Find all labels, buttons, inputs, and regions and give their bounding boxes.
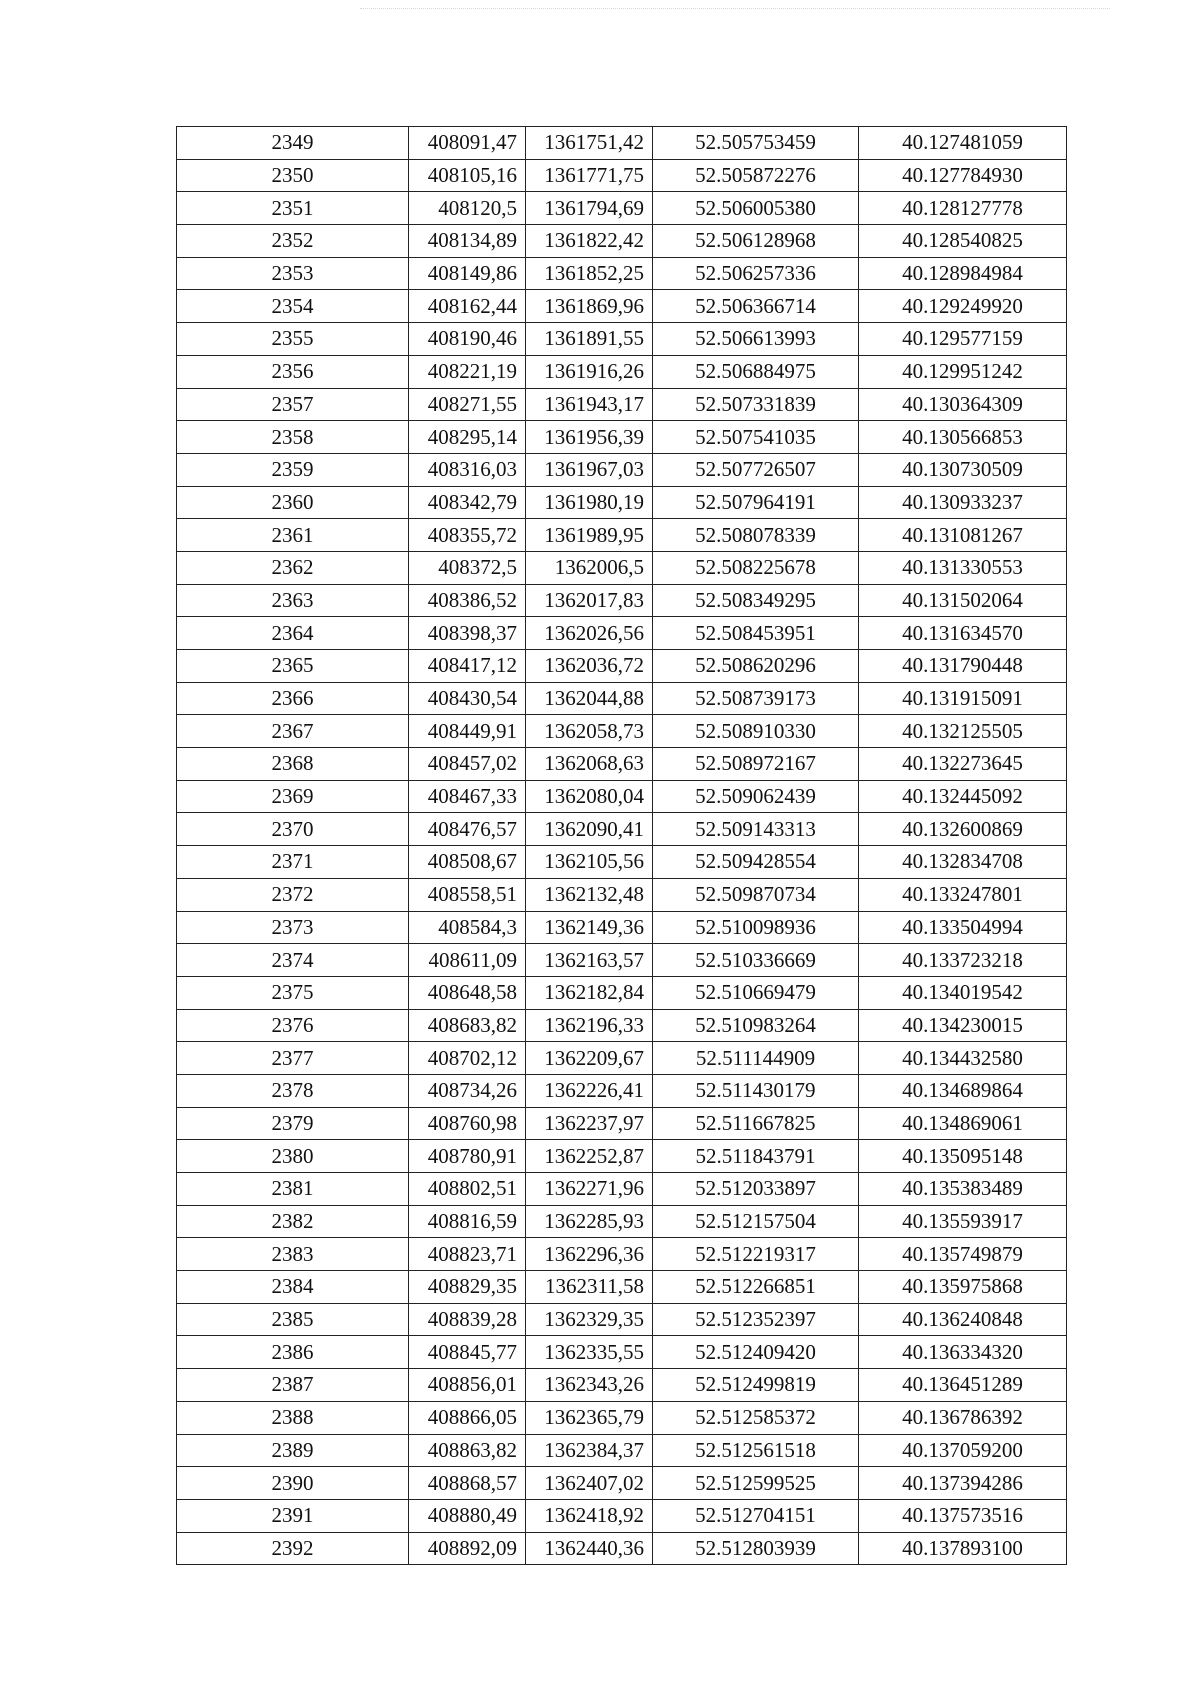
- x-coordinate-cell: 408558,51: [409, 878, 526, 911]
- x-coordinate-cell: 408760,98: [409, 1107, 526, 1140]
- x-coordinate-cell: 408780,91: [409, 1140, 526, 1173]
- longitude-cell: 40.130730509: [859, 453, 1067, 486]
- latitude-cell: 52.512561518: [653, 1434, 859, 1467]
- longitude-cell: 40.128127778: [859, 192, 1067, 225]
- x-coordinate-cell: 408386,52: [409, 584, 526, 617]
- y-coordinate-cell: 1362335,55: [526, 1336, 653, 1369]
- latitude-cell: 52.505753459: [653, 127, 859, 160]
- y-coordinate-cell: 1361852,25: [526, 257, 653, 290]
- longitude-cell: 40.135593917: [859, 1205, 1067, 1238]
- point-number-cell: 2376: [177, 1009, 409, 1042]
- longitude-cell: 40.132125505: [859, 715, 1067, 748]
- latitude-cell: 52.508225678: [653, 551, 859, 584]
- latitude-cell: 52.508972167: [653, 748, 859, 781]
- y-coordinate-cell: 1361751,42: [526, 127, 653, 160]
- table-row: [177, 159, 1067, 192]
- x-coordinate-cell: 408398,37: [409, 617, 526, 650]
- point-number-cell: 2361: [177, 519, 409, 552]
- table-row: [177, 1434, 1067, 1467]
- table-row: [177, 715, 1067, 748]
- x-coordinate-cell: 408449,91: [409, 715, 526, 748]
- point-number-cell: 2365: [177, 650, 409, 683]
- y-coordinate-cell: 1362068,63: [526, 748, 653, 781]
- x-coordinate-cell: 408355,72: [409, 519, 526, 552]
- latitude-cell: 52.510983264: [653, 1009, 859, 1042]
- point-number-cell: 2355: [177, 323, 409, 356]
- x-coordinate-cell: 408417,12: [409, 650, 526, 683]
- point-number-cell: 2362: [177, 551, 409, 584]
- latitude-cell: 52.509062439: [653, 780, 859, 813]
- point-number-cell: 2388: [177, 1401, 409, 1434]
- longitude-cell: 40.133247801: [859, 878, 1067, 911]
- point-number-cell: 2351: [177, 192, 409, 225]
- latitude-cell: 52.506613993: [653, 323, 859, 356]
- latitude-cell: 52.510336669: [653, 944, 859, 977]
- latitude-cell: 52.512352397: [653, 1303, 859, 1336]
- table-row: [177, 1238, 1067, 1271]
- latitude-cell: 52.512499819: [653, 1369, 859, 1402]
- x-coordinate-cell: 408584,3: [409, 911, 526, 944]
- longitude-cell: 40.129577159: [859, 323, 1067, 356]
- y-coordinate-cell: 1361794,69: [526, 192, 653, 225]
- x-coordinate-cell: 408866,05: [409, 1401, 526, 1434]
- latitude-cell: 52.512803939: [653, 1532, 859, 1565]
- x-coordinate-cell: 408295,14: [409, 421, 526, 454]
- point-number-cell: 2353: [177, 257, 409, 290]
- latitude-cell: 52.506005380: [653, 192, 859, 225]
- longitude-cell: 40.132445092: [859, 780, 1067, 813]
- latitude-cell: 52.511430179: [653, 1074, 859, 1107]
- y-coordinate-cell: 1361822,42: [526, 225, 653, 258]
- point-number-cell: 2364: [177, 617, 409, 650]
- latitude-cell: 52.512409420: [653, 1336, 859, 1369]
- point-number-cell: 2390: [177, 1467, 409, 1500]
- table-row: [177, 1369, 1067, 1402]
- x-coordinate-cell: 408457,02: [409, 748, 526, 781]
- y-coordinate-cell: 1362209,67: [526, 1042, 653, 1075]
- point-number-cell: 2387: [177, 1369, 409, 1402]
- point-number-cell: 2379: [177, 1107, 409, 1140]
- table-row: [177, 1205, 1067, 1238]
- longitude-cell: 40.133723218: [859, 944, 1067, 977]
- point-number-cell: 2380: [177, 1140, 409, 1173]
- y-coordinate-cell: 1362044,88: [526, 682, 653, 715]
- longitude-cell: 40.137394286: [859, 1467, 1067, 1500]
- y-coordinate-cell: 1362132,48: [526, 878, 653, 911]
- y-coordinate-cell: 1362105,56: [526, 846, 653, 879]
- longitude-cell: 40.131790448: [859, 650, 1067, 683]
- x-coordinate-cell: 408372,5: [409, 551, 526, 584]
- latitude-cell: 52.507331839: [653, 388, 859, 421]
- y-coordinate-cell: 1362237,97: [526, 1107, 653, 1140]
- longitude-cell: 40.131081267: [859, 519, 1067, 552]
- point-number-cell: 2374: [177, 944, 409, 977]
- x-coordinate-cell: 408316,03: [409, 453, 526, 486]
- y-coordinate-cell: 1362407,02: [526, 1467, 653, 1500]
- y-coordinate-cell: 1362058,73: [526, 715, 653, 748]
- longitude-cell: 40.135749879: [859, 1238, 1067, 1271]
- latitude-cell: 52.507964191: [653, 486, 859, 519]
- table-row: [177, 813, 1067, 846]
- longitude-cell: 40.132834708: [859, 846, 1067, 879]
- x-coordinate-cell: 408802,51: [409, 1173, 526, 1206]
- y-coordinate-cell: 1362365,79: [526, 1401, 653, 1434]
- point-number-cell: 2354: [177, 290, 409, 323]
- latitude-cell: 52.512219317: [653, 1238, 859, 1271]
- point-number-cell: 2352: [177, 225, 409, 258]
- point-number-cell: 2367: [177, 715, 409, 748]
- latitude-cell: 52.506884975: [653, 355, 859, 388]
- x-coordinate-cell: 408823,71: [409, 1238, 526, 1271]
- table-row: [177, 257, 1067, 290]
- longitude-cell: 40.134869061: [859, 1107, 1067, 1140]
- latitude-cell: 52.509143313: [653, 813, 859, 846]
- point-number-cell: 2375: [177, 976, 409, 1009]
- latitude-cell: 52.508349295: [653, 584, 859, 617]
- latitude-cell: 52.512033897: [653, 1173, 859, 1206]
- table-row: [177, 1140, 1067, 1173]
- point-number-cell: 2363: [177, 584, 409, 617]
- longitude-cell: 40.135975868: [859, 1271, 1067, 1304]
- x-coordinate-cell: 408190,46: [409, 323, 526, 356]
- x-coordinate-cell: 408134,89: [409, 225, 526, 258]
- y-coordinate-cell: 1361916,26: [526, 355, 653, 388]
- latitude-cell: 52.509428554: [653, 846, 859, 879]
- table-row: [177, 1074, 1067, 1107]
- table-row: [177, 1173, 1067, 1206]
- point-number-cell: 2373: [177, 911, 409, 944]
- x-coordinate-cell: 408430,54: [409, 682, 526, 715]
- y-coordinate-cell: 1362036,72: [526, 650, 653, 683]
- longitude-cell: 40.132273645: [859, 748, 1067, 781]
- x-coordinate-cell: 408880,49: [409, 1499, 526, 1532]
- latitude-cell: 52.512266851: [653, 1271, 859, 1304]
- table-row: [177, 911, 1067, 944]
- table-row: [177, 355, 1067, 388]
- table-row: [177, 584, 1067, 617]
- longitude-cell: 40.137059200: [859, 1434, 1067, 1467]
- x-coordinate-cell: 408508,67: [409, 846, 526, 879]
- longitude-cell: 40.136334320: [859, 1336, 1067, 1369]
- longitude-cell: 40.131634570: [859, 617, 1067, 650]
- y-coordinate-cell: 1362311,58: [526, 1271, 653, 1304]
- coordinates-table-body: [177, 127, 1067, 1565]
- y-coordinate-cell: 1362026,56: [526, 617, 653, 650]
- latitude-cell: 52.510669479: [653, 976, 859, 1009]
- y-coordinate-cell: 1362149,36: [526, 911, 653, 944]
- longitude-cell: 40.127481059: [859, 127, 1067, 160]
- point-number-cell: 2370: [177, 813, 409, 846]
- x-coordinate-cell: 408816,59: [409, 1205, 526, 1238]
- point-number-cell: 2381: [177, 1173, 409, 1206]
- y-coordinate-cell: 1362343,26: [526, 1369, 653, 1402]
- point-number-cell: 2377: [177, 1042, 409, 1075]
- latitude-cell: 52.511667825: [653, 1107, 859, 1140]
- latitude-cell: 52.511144909: [653, 1042, 859, 1075]
- longitude-cell: 40.127784930: [859, 159, 1067, 192]
- latitude-cell: 52.507541035: [653, 421, 859, 454]
- y-coordinate-cell: 1361771,75: [526, 159, 653, 192]
- y-coordinate-cell: 1362080,04: [526, 780, 653, 813]
- longitude-cell: 40.132600869: [859, 813, 1067, 846]
- point-number-cell: 2350: [177, 159, 409, 192]
- table-row: [177, 1336, 1067, 1369]
- y-coordinate-cell: 1362296,36: [526, 1238, 653, 1271]
- x-coordinate-cell: 408829,35: [409, 1271, 526, 1304]
- table-row: [177, 127, 1067, 160]
- latitude-cell: 52.507726507: [653, 453, 859, 486]
- x-coordinate-cell: 408162,44: [409, 290, 526, 323]
- table-row: [177, 1107, 1067, 1140]
- longitude-cell: 40.130566853: [859, 421, 1067, 454]
- y-coordinate-cell: 1361956,39: [526, 421, 653, 454]
- latitude-cell: 52.506128968: [653, 225, 859, 258]
- table-row: [177, 453, 1067, 486]
- longitude-cell: 40.134019542: [859, 976, 1067, 1009]
- longitude-cell: 40.136451289: [859, 1369, 1067, 1402]
- x-coordinate-cell: 408839,28: [409, 1303, 526, 1336]
- coordinates-table-container: [176, 126, 1067, 1565]
- longitude-cell: 40.134689864: [859, 1074, 1067, 1107]
- table-row: [177, 1499, 1067, 1532]
- x-coordinate-cell: 408091,47: [409, 127, 526, 160]
- point-number-cell: 2359: [177, 453, 409, 486]
- x-coordinate-cell: 408702,12: [409, 1042, 526, 1075]
- table-row: [177, 976, 1067, 1009]
- latitude-cell: 52.508910330: [653, 715, 859, 748]
- y-coordinate-cell: 1361869,96: [526, 290, 653, 323]
- longitude-cell: 40.128984984: [859, 257, 1067, 290]
- table-row: [177, 1271, 1067, 1304]
- longitude-cell: 40.129951242: [859, 355, 1067, 388]
- latitude-cell: 52.506257336: [653, 257, 859, 290]
- point-number-cell: 2356: [177, 355, 409, 388]
- y-coordinate-cell: 1362285,93: [526, 1205, 653, 1238]
- table-row: [177, 617, 1067, 650]
- y-coordinate-cell: 1362384,37: [526, 1434, 653, 1467]
- table-row: [177, 290, 1067, 323]
- table-row: [177, 748, 1067, 781]
- x-coordinate-cell: 408868,57: [409, 1467, 526, 1500]
- latitude-cell: 52.508078339: [653, 519, 859, 552]
- scan-edge-artifact: [360, 8, 1110, 9]
- y-coordinate-cell: 1362090,41: [526, 813, 653, 846]
- point-number-cell: 2382: [177, 1205, 409, 1238]
- x-coordinate-cell: 408105,16: [409, 159, 526, 192]
- table-row: [177, 1009, 1067, 1042]
- y-coordinate-cell: 1362271,96: [526, 1173, 653, 1206]
- x-coordinate-cell: 408611,09: [409, 944, 526, 977]
- longitude-cell: 40.136786392: [859, 1401, 1067, 1434]
- x-coordinate-cell: 408863,82: [409, 1434, 526, 1467]
- latitude-cell: 52.512585372: [653, 1401, 859, 1434]
- longitude-cell: 40.135383489: [859, 1173, 1067, 1206]
- longitude-cell: 40.134432580: [859, 1042, 1067, 1075]
- point-number-cell: 2368: [177, 748, 409, 781]
- y-coordinate-cell: 1361989,95: [526, 519, 653, 552]
- latitude-cell: 52.505872276: [653, 159, 859, 192]
- y-coordinate-cell: 1361943,17: [526, 388, 653, 421]
- x-coordinate-cell: 408342,79: [409, 486, 526, 519]
- latitude-cell: 52.508453951: [653, 617, 859, 650]
- y-coordinate-cell: 1362226,41: [526, 1074, 653, 1107]
- table-row: [177, 1401, 1067, 1434]
- longitude-cell: 40.130933237: [859, 486, 1067, 519]
- longitude-cell: 40.137893100: [859, 1532, 1067, 1565]
- x-coordinate-cell: 408892,09: [409, 1532, 526, 1565]
- longitude-cell: 40.137573516: [859, 1499, 1067, 1532]
- table-row: [177, 1042, 1067, 1075]
- point-number-cell: 2392: [177, 1532, 409, 1565]
- y-coordinate-cell: 1362440,36: [526, 1532, 653, 1565]
- longitude-cell: 40.131915091: [859, 682, 1067, 715]
- x-coordinate-cell: 408467,33: [409, 780, 526, 813]
- x-coordinate-cell: 408120,5: [409, 192, 526, 225]
- longitude-cell: 40.135095148: [859, 1140, 1067, 1173]
- table-row: [177, 846, 1067, 879]
- latitude-cell: 52.508739173: [653, 682, 859, 715]
- point-number-cell: 2385: [177, 1303, 409, 1336]
- y-coordinate-cell: 1361967,03: [526, 453, 653, 486]
- y-coordinate-cell: 1362196,33: [526, 1009, 653, 1042]
- y-coordinate-cell: 1362006,5: [526, 551, 653, 584]
- point-number-cell: 2386: [177, 1336, 409, 1369]
- x-coordinate-cell: 408845,77: [409, 1336, 526, 1369]
- table-row: [177, 323, 1067, 356]
- point-number-cell: 2391: [177, 1499, 409, 1532]
- table-row: [177, 682, 1067, 715]
- table-row: [177, 388, 1067, 421]
- table-row: [177, 421, 1067, 454]
- table-row: [177, 1467, 1067, 1500]
- longitude-cell: 40.128540825: [859, 225, 1067, 258]
- longitude-cell: 40.134230015: [859, 1009, 1067, 1042]
- point-number-cell: 2371: [177, 846, 409, 879]
- table-row: [177, 1532, 1067, 1565]
- table-row: [177, 225, 1067, 258]
- point-number-cell: 2384: [177, 1271, 409, 1304]
- x-coordinate-cell: 408149,86: [409, 257, 526, 290]
- latitude-cell: 52.512157504: [653, 1205, 859, 1238]
- x-coordinate-cell: 408271,55: [409, 388, 526, 421]
- table-row: [177, 944, 1067, 977]
- x-coordinate-cell: 408856,01: [409, 1369, 526, 1402]
- x-coordinate-cell: 408683,82: [409, 1009, 526, 1042]
- y-coordinate-cell: 1362182,84: [526, 976, 653, 1009]
- y-coordinate-cell: 1362163,57: [526, 944, 653, 977]
- table-row: [177, 486, 1067, 519]
- x-coordinate-cell: 408734,26: [409, 1074, 526, 1107]
- coordinates-table: [176, 126, 1067, 1565]
- longitude-cell: 40.131330553: [859, 551, 1067, 584]
- y-coordinate-cell: 1362252,87: [526, 1140, 653, 1173]
- latitude-cell: 52.510098936: [653, 911, 859, 944]
- y-coordinate-cell: 1361980,19: [526, 486, 653, 519]
- longitude-cell: 40.129249920: [859, 290, 1067, 323]
- point-number-cell: 2358: [177, 421, 409, 454]
- latitude-cell: 52.512704151: [653, 1499, 859, 1532]
- table-row: [177, 519, 1067, 552]
- table-row: [177, 1303, 1067, 1336]
- table-row: [177, 192, 1067, 225]
- y-coordinate-cell: 1362017,83: [526, 584, 653, 617]
- x-coordinate-cell: 408648,58: [409, 976, 526, 1009]
- x-coordinate-cell: 408476,57: [409, 813, 526, 846]
- latitude-cell: 52.509870734: [653, 878, 859, 911]
- point-number-cell: 2357: [177, 388, 409, 421]
- point-number-cell: 2369: [177, 780, 409, 813]
- longitude-cell: 40.136240848: [859, 1303, 1067, 1336]
- latitude-cell: 52.508620296: [653, 650, 859, 683]
- point-number-cell: 2360: [177, 486, 409, 519]
- y-coordinate-cell: 1362418,92: [526, 1499, 653, 1532]
- point-number-cell: 2366: [177, 682, 409, 715]
- table-row: [177, 551, 1067, 584]
- point-number-cell: 2372: [177, 878, 409, 911]
- table-row: [177, 878, 1067, 911]
- longitude-cell: 40.131502064: [859, 584, 1067, 617]
- x-coordinate-cell: 408221,19: [409, 355, 526, 388]
- y-coordinate-cell: 1361891,55: [526, 323, 653, 356]
- latitude-cell: 52.511843791: [653, 1140, 859, 1173]
- latitude-cell: 52.512599525: [653, 1467, 859, 1500]
- longitude-cell: 40.130364309: [859, 388, 1067, 421]
- point-number-cell: 2383: [177, 1238, 409, 1271]
- table-row: [177, 780, 1067, 813]
- longitude-cell: 40.133504994: [859, 911, 1067, 944]
- table-row: [177, 650, 1067, 683]
- point-number-cell: 2389: [177, 1434, 409, 1467]
- point-number-cell: 2349: [177, 127, 409, 160]
- y-coordinate-cell: 1362329,35: [526, 1303, 653, 1336]
- point-number-cell: 2378: [177, 1074, 409, 1107]
- latitude-cell: 52.506366714: [653, 290, 859, 323]
